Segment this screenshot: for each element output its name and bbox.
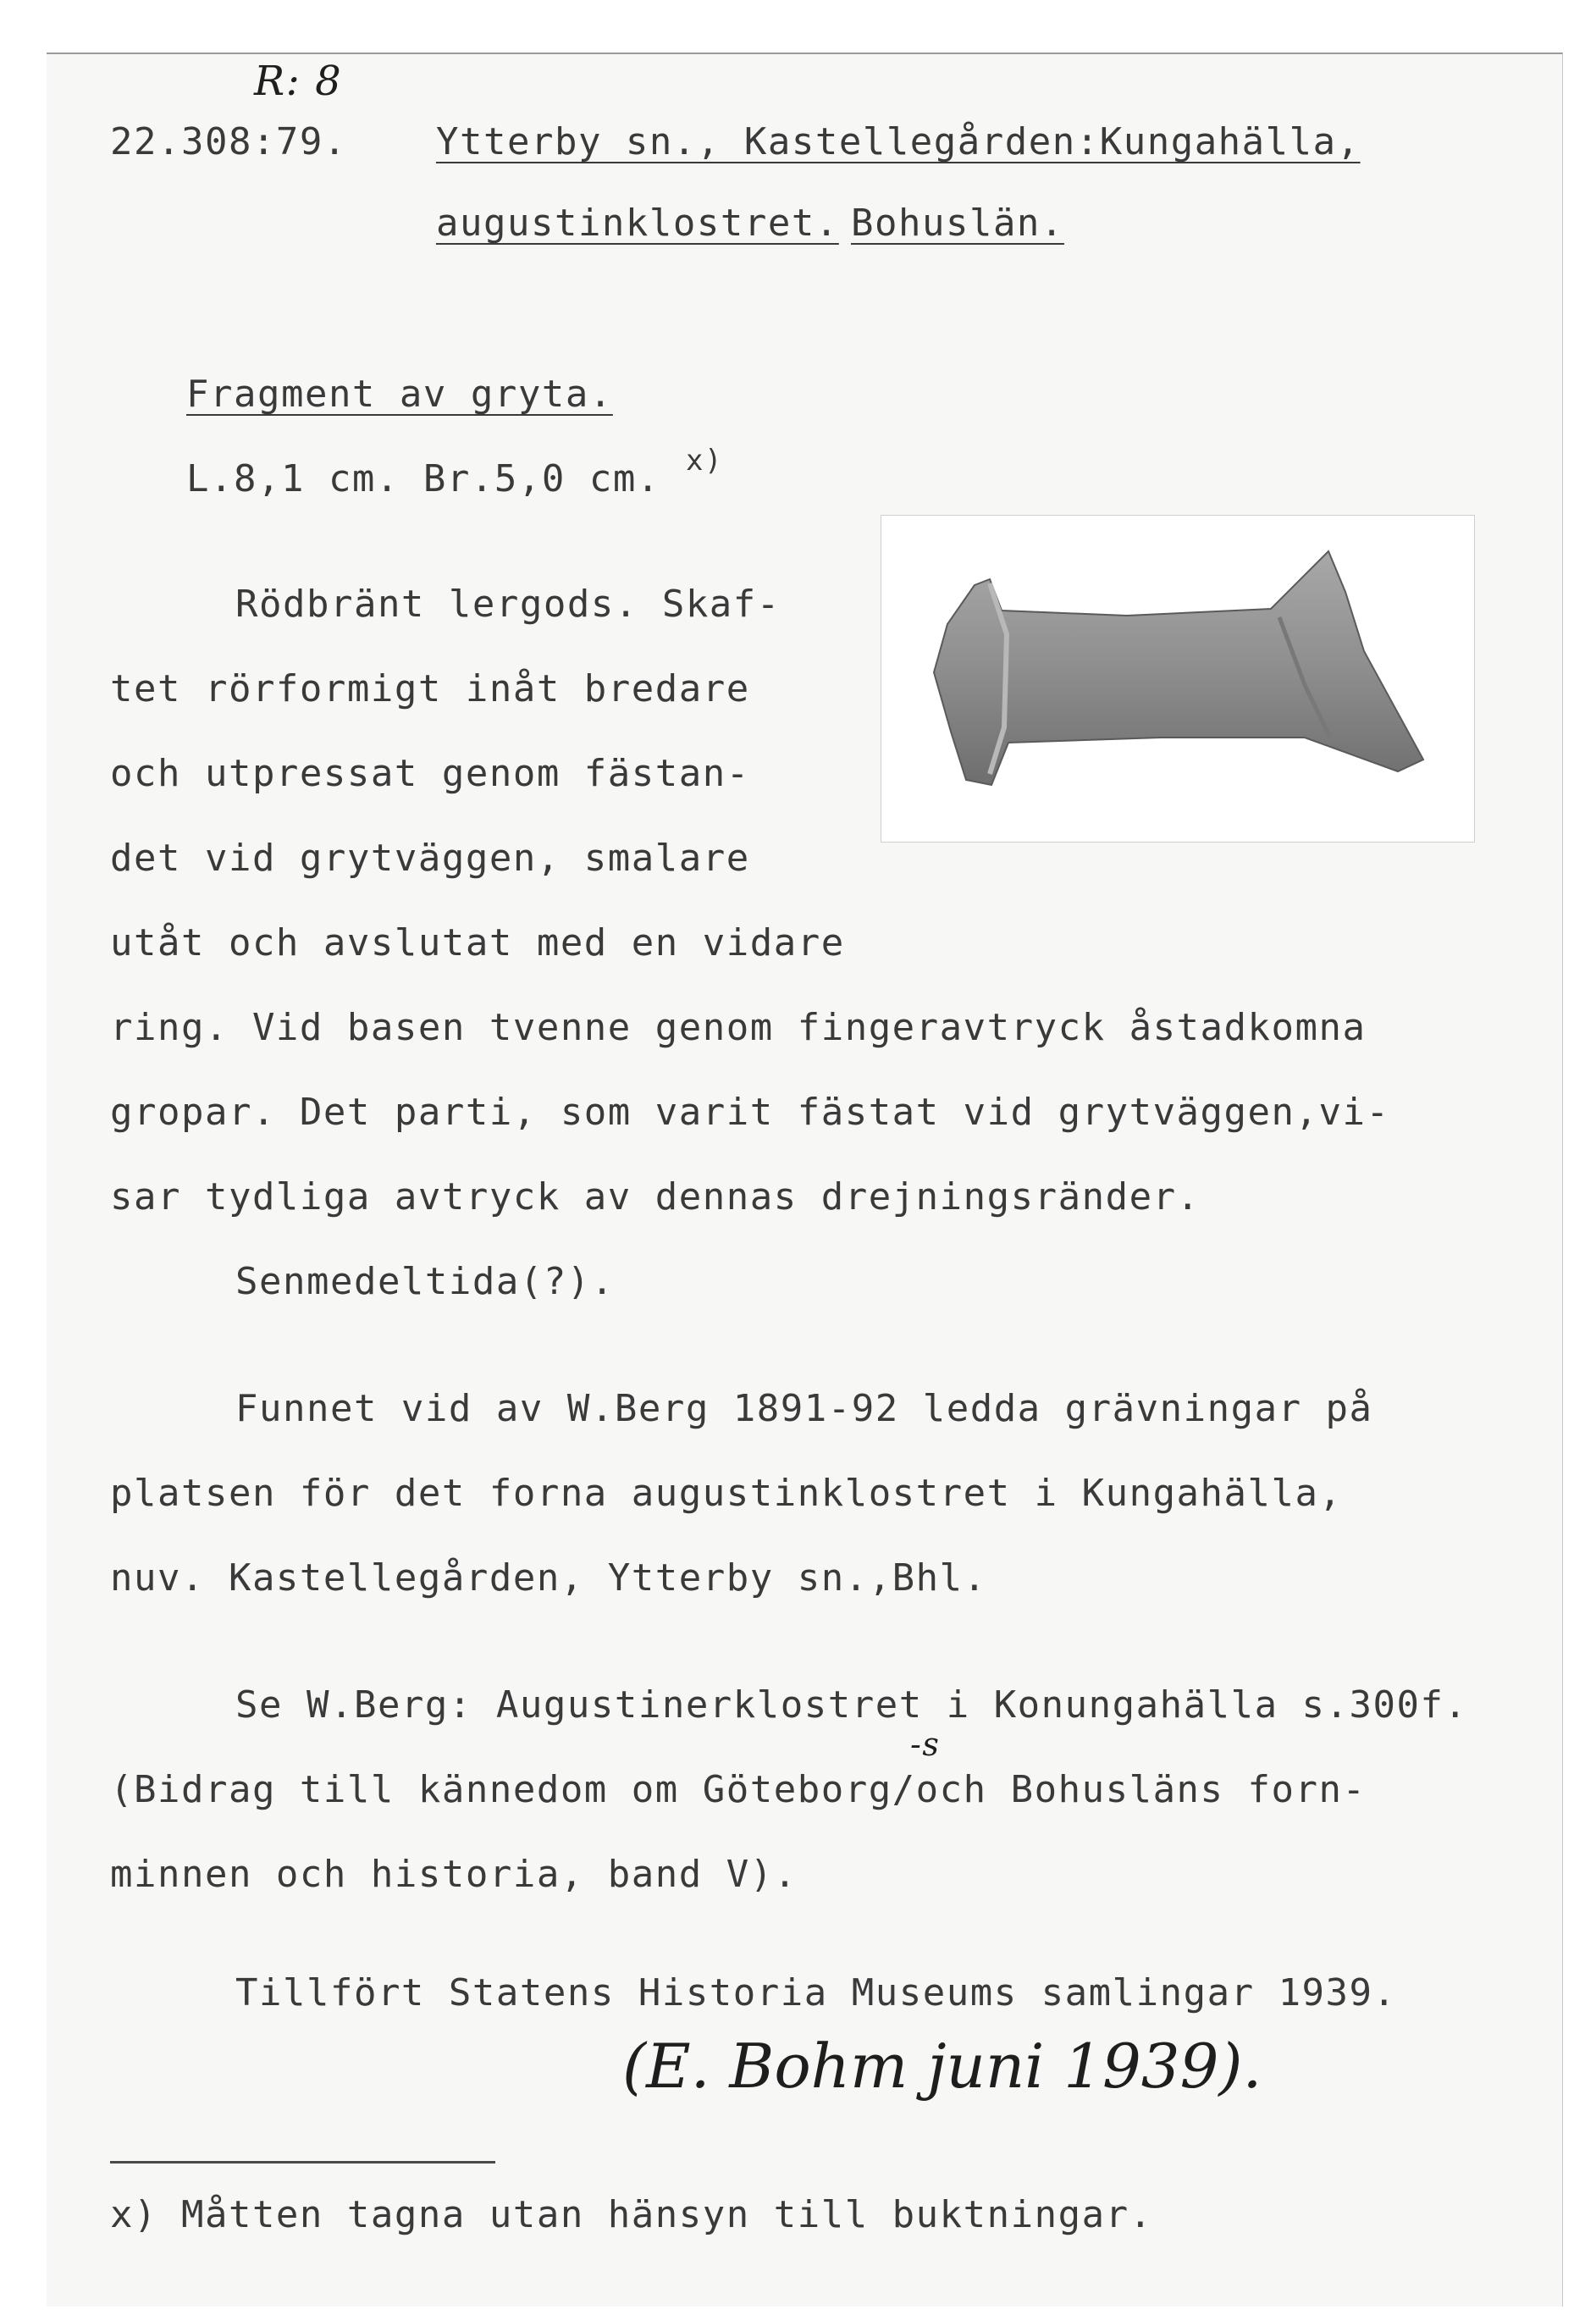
find-place-line2a: augustinklostret. — [436, 202, 839, 245]
description-line-4: det vid grytväggen, smalare — [110, 837, 750, 880]
footnote-divider — [110, 2161, 495, 2164]
pottery-handle-image — [881, 516, 1474, 842]
footnote-marker: x) — [686, 444, 723, 478]
literature-line-2: (Bidrag till kännedom om Göteborg/och Bohusläns forn- — [110, 1768, 1367, 1811]
handwritten-insert: -s — [910, 1726, 941, 1763]
find-place-line2b: Bohuslän. — [851, 202, 1064, 245]
description-line-2: tet rörformigt inåt bredare — [110, 667, 750, 710]
handwritten-signature: (E. Bohm juni 1939). — [622, 2031, 1262, 2102]
find-place-line1: Ytterby sn., Kastellegården:Kungahälla, — [436, 120, 1361, 163]
object-title: Fragment av gryta. — [186, 373, 613, 416]
footnote: x) Måtten tagna utan hänsyn till buktningar. — [110, 2193, 1153, 2236]
description-line-8: sar tydliga avtryck av dennas drejningsränder. — [110, 1175, 1201, 1219]
object-photograph — [881, 515, 1475, 843]
find-line-3: nuv. Kastellegården, Ytterby sn.,Bhl. — [110, 1556, 987, 1600]
description-line-5: utåt och avslutat med en vidare — [110, 921, 845, 964]
description-line-3: och utpressat genom fästan- — [110, 752, 750, 795]
catalog-number: 22.308:79. — [110, 120, 347, 163]
description-line-6: ring. Vid basen tvenne genom fingeravtryck åstadkomna — [110, 1006, 1367, 1049]
description-line-7: gropar. Det parti, som varit fästat vid grytväggen,vi- — [110, 1091, 1390, 1134]
description-line-1: Rödbränt lergods. Skaf- — [235, 583, 781, 626]
literature-line-1: Se W.Berg: Augustinerklostret i Konungahälla s.300f. — [235, 1683, 1468, 1727]
object-dimensions: L.8,1 cm. Br.5,0 cm. — [186, 457, 660, 500]
dating: Senmedeltida(?). — [235, 1260, 615, 1303]
accession-note: Tillfört Statens Historia Museums samlingar 1939. — [235, 1971, 1397, 2014]
find-line-2: platsen för det forna augustinklostret i Kungahälla, — [110, 1472, 1343, 1515]
ref-mark: R: 8 — [254, 58, 343, 105]
find-line-1: Funnet vid av W.Berg 1891-92 ledda grävningar på — [235, 1387, 1373, 1430]
literature-line-3: minnen och historia, band V). — [110, 1853, 798, 1896]
